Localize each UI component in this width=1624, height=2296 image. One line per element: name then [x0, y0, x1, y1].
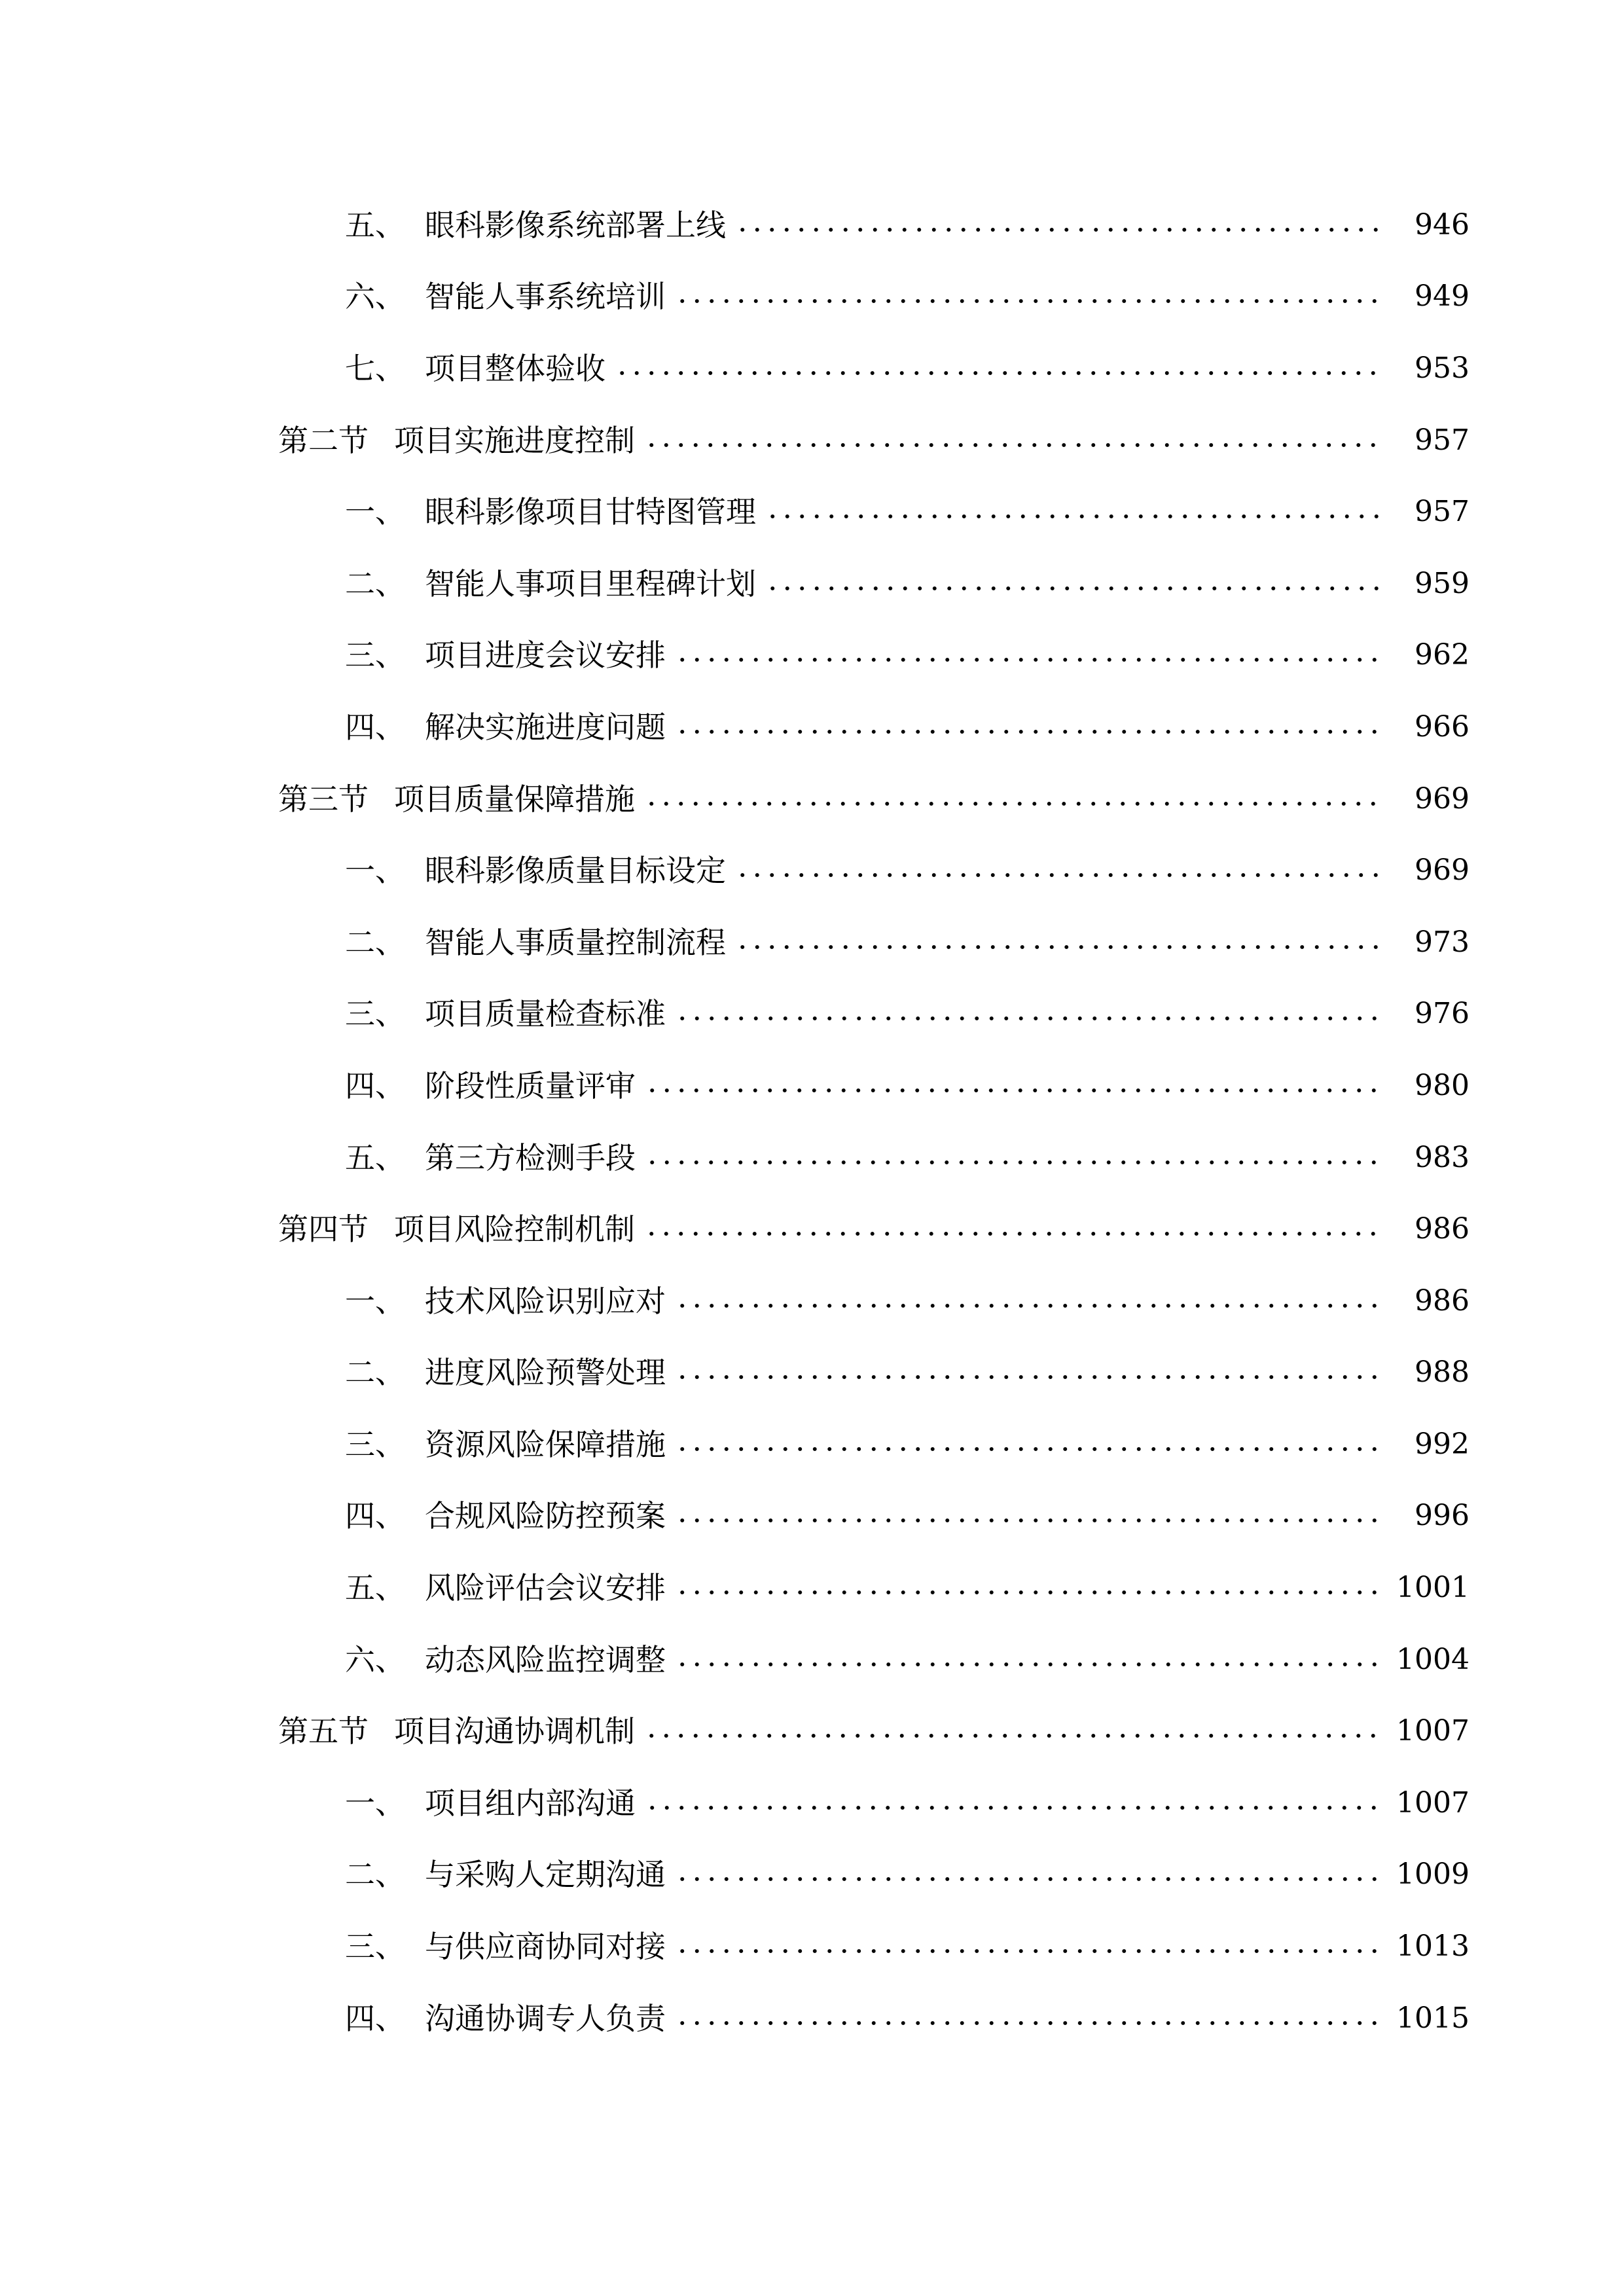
toc-entry-title: 动态风险监控调整 — [425, 1641, 666, 1677]
toc-entry-page-number: 962 — [1415, 638, 1470, 672]
toc-subsection-entry[interactable] — [0, 1337, 1624, 1409]
dot-leader — [675, 1877, 1379, 1881]
toc-entry-number: 五、 — [345, 1570, 405, 1606]
dot-leader — [675, 1375, 1379, 1379]
toc-entry-page-number: 1013 — [1396, 1929, 1470, 1964]
toc-section-entry[interactable] — [0, 763, 1624, 835]
toc-entry-page-number: 957 — [1415, 423, 1470, 457]
toc-entry-title: 智能人事项目里程碑计划 — [425, 565, 756, 601]
toc-entry-title: 解决实施进度问题 — [425, 709, 666, 745]
toc-entry-label — [345, 1355, 666, 1391]
toc-subsection-entry[interactable] — [0, 1265, 1624, 1337]
toc-entry-title: 项目进度会议安排 — [425, 637, 666, 673]
toc-subsection-entry[interactable] — [0, 1982, 1624, 2054]
toc-entry-title: 项目整体验收 — [425, 350, 605, 386]
dot-leader — [644, 1734, 1379, 1738]
toc-section-entry[interactable] — [0, 404, 1624, 476]
toc-subsection-entry[interactable] — [0, 1122, 1624, 1194]
dot-leader — [645, 1088, 1379, 1092]
toc-entry-number: 三、 — [345, 1929, 405, 1965]
toc-subsection-entry[interactable] — [0, 332, 1624, 404]
toc-entry-page-number: 949 — [1415, 279, 1470, 314]
toc-entry-label — [345, 1929, 666, 1965]
toc-entry-number: 六、 — [345, 279, 405, 315]
toc-entry-title: 技术风险识别应对 — [425, 1283, 666, 1319]
toc-entry-label — [345, 1067, 636, 1103]
toc-entry-label — [345, 565, 756, 601]
dot-leader — [675, 658, 1379, 662]
toc-entry-page-number: 976 — [1415, 997, 1470, 1031]
toc-entry-page-number: 973 — [1415, 925, 1470, 959]
toc-subsection-entry[interactable] — [0, 1552, 1624, 1624]
toc-entry-title: 进度风险预警处理 — [425, 1355, 666, 1391]
toc-subsection-entry[interactable] — [0, 189, 1624, 261]
toc-entry-label — [345, 996, 666, 1032]
toc-subsection-entry[interactable] — [0, 261, 1624, 333]
toc-entry-page-number: 946 — [1415, 207, 1470, 242]
toc-entry-page-number: 983 — [1415, 1140, 1470, 1174]
toc-entry-number: 三、 — [345, 996, 405, 1032]
toc-entry-page-number: 959 — [1415, 566, 1470, 600]
toc-entry-number: 六、 — [345, 1641, 405, 1677]
toc-entry-label — [278, 422, 635, 458]
toc-entry-number: 四、 — [345, 1067, 405, 1103]
dot-leader — [675, 1304, 1379, 1308]
table-of-contents — [0, 189, 1624, 2054]
dot-leader — [675, 1662, 1379, 1666]
toc-entry-number: 二、 — [345, 1355, 405, 1391]
toc-entry-page-number: 969 — [1415, 853, 1470, 888]
toc-entry-page-number: 1007 — [1396, 1785, 1470, 1820]
toc-entry-title: 项目组内部沟通 — [425, 1785, 636, 1821]
dot-leader — [735, 228, 1379, 232]
dot-leader — [675, 1016, 1379, 1020]
toc-entry-title: 风险评估会议安排 — [425, 1570, 666, 1606]
toc-entry-page-number: 957 — [1415, 495, 1470, 529]
toc-subsection-entry[interactable] — [0, 1480, 1624, 1552]
toc-subsection-entry[interactable] — [0, 1767, 1624, 1839]
toc-entry-number: 二、 — [345, 1857, 405, 1893]
toc-section-entry[interactable] — [0, 1193, 1624, 1265]
toc-entry-title: 眼科影像项目甘特图管理 — [425, 494, 756, 530]
toc-entry-label — [345, 279, 666, 315]
toc-entry-number: 三、 — [345, 637, 405, 673]
toc-entry-number: 第三节 — [278, 781, 369, 817]
toc-subsection-entry[interactable] — [0, 548, 1624, 620]
dot-leader — [765, 586, 1379, 590]
toc-entry-number: 一、 — [345, 1785, 405, 1821]
toc-entry-page-number: 966 — [1415, 709, 1470, 744]
toc-subsection-entry[interactable] — [0, 1408, 1624, 1480]
toc-entry-label — [345, 1283, 666, 1319]
toc-entry-number: 一、 — [345, 853, 405, 889]
dot-leader — [675, 730, 1379, 734]
toc-entry-label — [278, 1211, 635, 1247]
toc-entry-label — [345, 1426, 666, 1462]
toc-entry-title: 智能人事质量控制流程 — [425, 924, 726, 960]
toc-entry-page-number: 953 — [1415, 351, 1470, 385]
toc-entry-label — [345, 207, 726, 243]
toc-entry-number: 一、 — [345, 1283, 405, 1319]
toc-entry-label — [345, 494, 756, 530]
toc-entry-number: 第五节 — [278, 1713, 369, 1749]
toc-entry-title: 与供应商协同对接 — [425, 1929, 666, 1965]
dot-leader — [735, 873, 1379, 877]
toc-entry-title: 项目质量检查标准 — [425, 996, 666, 1032]
dot-leader — [645, 1160, 1379, 1164]
toc-entry-label — [345, 2000, 666, 2036]
toc-entry-number: 第四节 — [278, 1211, 369, 1247]
toc-entry-label — [345, 350, 605, 386]
toc-entry-page-number: 988 — [1415, 1355, 1470, 1390]
toc-subsection-entry[interactable] — [0, 1050, 1624, 1122]
dot-leader — [675, 1447, 1379, 1451]
dot-leader — [675, 1949, 1379, 1953]
toc-subsection-entry[interactable] — [0, 1910, 1624, 1982]
toc-entry-label — [345, 924, 726, 960]
toc-entry-title: 项目沟通协调机制 — [394, 1713, 635, 1749]
toc-entry-number: 一、 — [345, 494, 405, 530]
toc-subsection-entry[interactable] — [0, 906, 1624, 978]
toc-entry-label — [345, 1139, 636, 1175]
dot-leader — [645, 1806, 1379, 1810]
toc-entry-page-number: 1001 — [1396, 1571, 1470, 1605]
dot-leader — [644, 802, 1379, 806]
toc-entry-label — [345, 1641, 666, 1677]
toc-entry-title: 资源风险保障措施 — [425, 1426, 666, 1462]
dot-leader — [765, 514, 1379, 518]
toc-subsection-entry[interactable] — [0, 1839, 1624, 1911]
toc-entry-number: 四、 — [345, 709, 405, 745]
toc-entry-page-number: 986 — [1415, 1212, 1470, 1246]
toc-subsection-entry[interactable] — [0, 978, 1624, 1050]
toc-entry-title: 项目实施进度控制 — [394, 422, 635, 458]
toc-entry-label — [345, 1498, 666, 1534]
dot-leader — [735, 945, 1379, 949]
toc-entry-number: 三、 — [345, 1426, 405, 1462]
toc-subsection-entry[interactable] — [0, 476, 1624, 548]
toc-entry-number: 五、 — [345, 1139, 405, 1175]
toc-entry-page-number: 1009 — [1396, 1857, 1470, 1892]
toc-subsection-entry[interactable] — [0, 620, 1624, 692]
toc-entry-label — [278, 1713, 635, 1749]
toc-entry-title: 眼科影像系统部署上线 — [425, 207, 726, 243]
toc-entry-number: 四、 — [345, 1498, 405, 1534]
dot-leader — [675, 1590, 1379, 1594]
dot-leader — [615, 371, 1379, 375]
toc-entry-label — [345, 709, 666, 745]
toc-subsection-entry[interactable] — [0, 1624, 1624, 1696]
toc-entry-number: 五、 — [345, 207, 405, 243]
toc-entry-page-number: 996 — [1415, 1499, 1470, 1533]
dot-leader — [644, 1232, 1379, 1236]
dot-leader — [675, 299, 1379, 303]
toc-entry-label — [278, 781, 635, 817]
toc-entry-number: 二、 — [345, 565, 405, 601]
toc-entry-page-number: 980 — [1415, 1068, 1470, 1102]
toc-entry-number: 四、 — [345, 2000, 405, 2036]
toc-section-entry[interactable] — [0, 1695, 1624, 1767]
toc-entry-page-number: 992 — [1415, 1427, 1470, 1461]
toc-entry-title: 项目质量保障措施 — [394, 781, 635, 817]
toc-subsection-entry[interactable] — [0, 834, 1624, 906]
toc-entry-page-number: 969 — [1415, 781, 1470, 816]
dot-leader — [675, 1518, 1379, 1522]
toc-entry-label — [345, 1570, 666, 1606]
toc-entry-label — [345, 637, 666, 673]
toc-entry-title: 智能人事系统培训 — [425, 279, 666, 315]
dot-leader — [644, 443, 1379, 447]
toc-entry-label — [345, 1785, 636, 1821]
toc-entry-title: 项目风险控制机制 — [394, 1211, 635, 1247]
toc-entry-number: 第二节 — [278, 422, 369, 458]
toc-entry-page-number: 1007 — [1396, 1714, 1470, 1748]
toc-entry-label — [345, 1857, 666, 1893]
dot-leader — [675, 2021, 1379, 2025]
toc-entry-title: 阶段性质量评审 — [425, 1067, 636, 1103]
toc-entry-title: 第三方检测手段 — [425, 1139, 636, 1175]
toc-entry-page-number: 986 — [1415, 1283, 1470, 1318]
toc-entry-page-number: 1015 — [1396, 2001, 1470, 2035]
toc-entry-number: 二、 — [345, 924, 405, 960]
toc-entry-title: 眼科影像质量目标设定 — [425, 853, 726, 889]
toc-entry-title: 合规风险防控预案 — [425, 1498, 666, 1534]
toc-entry-page-number: 1004 — [1396, 1642, 1470, 1676]
toc-entry-label — [345, 853, 726, 889]
toc-entry-title: 沟通协调专人负责 — [425, 2000, 666, 2036]
toc-entry-title: 与采购人定期沟通 — [425, 1857, 666, 1893]
toc-subsection-entry[interactable] — [0, 691, 1624, 763]
toc-entry-number: 七、 — [345, 350, 405, 386]
